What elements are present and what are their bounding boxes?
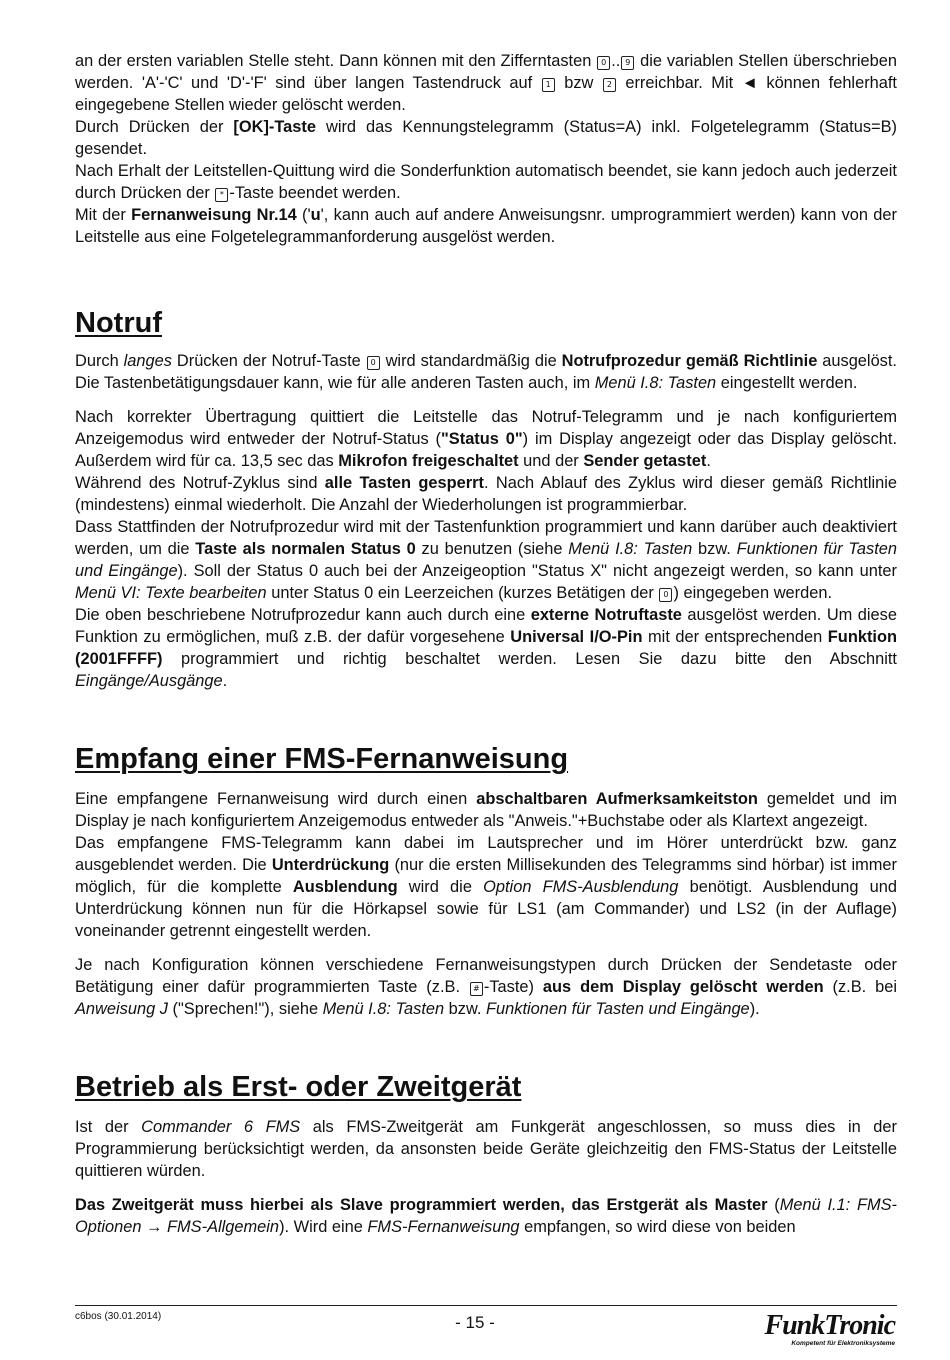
heading-notruf: Notruf [75, 307, 162, 339]
key-0-icon: 0 [597, 56, 610, 70]
intro-paragraph-4: Mit der Fernanweisung Nr.14 ('u', kann auch auf andere Anweisungsnr. umprogrammiert werden) kann von der Leitstelle aus eine Folgetelegrammanforderung ausgelöst werden. [75, 206, 897, 246]
page-content [75, 50, 897, 1238]
intro-paragraph-3: Nach Erhalt der Leitstellen-Quittung wird die Sonderfunktion automatisch beendet, sie kann jedoch auch jederzeit durch Drücken der * -Taste beendet werden. [75, 162, 897, 202]
key-0-icon: 0 [367, 356, 380, 370]
notruf-paragraph-2: Nach korrekter Übertragung quittiert die Leitstelle das Notruf-Telegramm und je nach konfiguriertem Anzeigemodus wird entweder der Notruf-Status ("Status 0") im Display angezeigt oder das Display gelöscht. Außerdem wird für ca. 13,5 sec das Mikrofon freigeschaltet und der Sender getastet. [75, 408, 897, 470]
key-2-icon: 2 [603, 78, 616, 92]
empfang-paragraph-1: Eine empfangene Fernanweisung wird durch einen abschaltbaren Aufmerksamkeitston gemeldet und im Display je nach konfiguriertem Anzeigemodus entweder als "Anweis."+Buchstabe oder als Klartext angezeigt. [75, 790, 897, 830]
intro-paragraph-1: an der ersten variablen Stelle steht. Dann können mit den Zifferntasten 0 .. 9 die variablen Stellen überschrieben werden. 'A'-'C' und 'D'-'F' sind über langen Tastendruck auf 1 bzw 2 erreichbar. Mit ◄ können fehlerhaft eingegebene Stellen wieder gelöscht werden. [75, 52, 897, 114]
footer-divider [75, 1305, 897, 1306]
key-star-icon: * [215, 188, 228, 202]
notruf-paragraph-5: Die oben beschriebene Notrufprozedur kann auch durch eine externe Notruftaste ausgelöst werden. Um diese Funktion zu ermöglichen, muß z.B. der dafür vorgesehene Universal I/O-Pin mit der entsprechenden Funktion (2001FFFF) programmiert und richtig beschaltet werden. Lesen Sie dazu bitte den Abschnitt Eingänge/Ausgänge. [75, 606, 897, 690]
notruf-paragraph-1: Durch langes Drücken der Notruf-Taste 0 wird standardmäßig die Notrufprozedur gemäß Richtlinie ausgelöst. Die Tastenbetätigungsdauer kann, wie für alle anderen Tasten auch, im Menü I.8: Tasten eingestellt werden. [75, 352, 897, 392]
key-0-icon: 0 [659, 588, 672, 602]
key-9-icon: 9 [621, 56, 634, 70]
page-number: - 15 - [455, 1313, 495, 1332]
funktronic-logo [764, 1312, 895, 1348]
notruf-paragraph-3: Während des Notruf-Zyklus sind alle Tasten gesperrt. Nach Ablauf des Zyklus wird dieser gemäß Richtlinie (mindestens) einmal wiederholt. Die Anzahl der Wiederholungen ist programmierbar. [75, 474, 897, 514]
notruf-paragraph-4: Dass Stattfinden der Notrufprozedur wird mit der Tastenfunktion programmiert und kann darüber auch deaktiviert werden, um die Taste als normalen Status 0 zu benutzen (siehe Menü I.8: Tasten bzw. Funktionen für Tasten und Eingänge). Soll der Status 0 auch bei der Anzeigeoption "Status X" nicht angezeigt werden, so kann unter Menü VI: Texte bearbeiten unter Status 0 ein Leerzeichen (kurzes Betätigen der 0 ) eingegeben werden. [75, 518, 898, 602]
intro-paragraph-2: Durch Drücken der [OK]-Taste wird das Kennungstelegramm (Status=A) inkl. Folgetelegramm (Status=B) gesendet. [75, 118, 897, 158]
logo-tagline: Kompetent für Elektroniksysteme [791, 1340, 895, 1347]
logo-text: FunkTronic [764, 1310, 895, 1341]
empfang-paragraph-3: Je nach Konfiguration können verschiedene Fernanweisungstypen durch Drücken der Sendetaste oder Betätigung einer dafür programmierten Taste (z.B. # -Taste) aus dem Display gelöscht werden (z.B. bei Anweisung J ("Sprechen!"), siehe Menü I.8: Tasten bzw. Funktionen für Tasten und Eingänge). [75, 956, 897, 1018]
key-1-icon: 1 [542, 78, 555, 92]
heading-empfang: Empfang einer FMS-Fernanweisung [75, 743, 569, 775]
key-hash-icon: # [470, 982, 483, 996]
betrieb-paragraph-1: Ist der Commander 6 FMS als FMS-Zweitgerät am Funkgerät angeschlossen, so muss dies in der Programmierung berücksichtigt werden, da ansonsten beide Geräte gleichzeitig den FMS-Status der Leitstelle quittieren würden. [75, 1118, 897, 1180]
footer-doc-id: c6bos (30.01.2014) [75, 1311, 162, 1322]
empfang-paragraph-2: Das empfangene FMS-Telegramm kann dabei im Lautsprecher und im Hörer unterdrückt bzw. ganz ausgeblendet werden. Die Unterdrückung (nur die ersten Millisekunden des Telegramms sind hörbar) ist immer möglich, für die komplette Ausblendung wird die Option FMS-Ausblendung benötigt. Ausblendung und Unterdrückung können nun für die Hörkapsel sowie für LS1 (am Commander) und LS2 (in der Auflage) voneinander getrennt eingestellt werden. [75, 834, 898, 940]
betrieb-paragraph-2: Das Zweitgerät muss hierbei als Slave programmiert werden, das Erstgerät als Master (Menü I.1: FMS-Optionen → FMS-Allgemein). Wird eine FMS-Fernanweisung empfangen, so wird diese von beiden [75, 1196, 898, 1236]
heading-betrieb: Betrieb als Erst- oder Zweitgerät [75, 1071, 522, 1103]
